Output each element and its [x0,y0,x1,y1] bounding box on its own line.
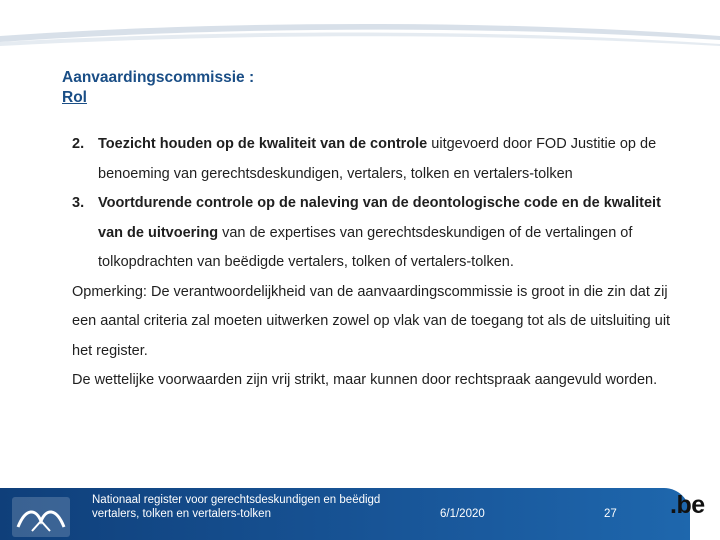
footer-organisation-text [92,493,412,521]
list-item [72,189,672,278]
list-item-number: 2. [72,136,85,152]
list-item [72,130,672,189]
page-title [62,68,254,108]
footer-date: 6/1/2020 [440,508,485,520]
title-line-2: Rol [62,89,87,106]
list-item-text: uitgevoerd door FOD Justitie op de benoeming van gerechtsdeskundigen, vertalers, tolken en vertalers-tolken [98,136,657,182]
legal-conditions-paragraph: De wettelijke voorwaarden zijn vrij strikt, maar kunnen door rechtspraak aangevuld worden. [72,372,658,388]
footer-text-line-1: Nationaal register voor gerechtsdeskundigen en beëdigd [92,494,381,506]
list-item-bold-text: Voortdurende controle op de naleving van de deontologische code en de kwaliteit van de uitvoering [98,195,661,241]
list-item-number: 3. [72,195,85,211]
slide-body [72,130,672,396]
list-item-text: van de expertises van gerechtsdeskundigen of de vertalingen of tolkopdrachten van beëdigde vertalers, tolken of vertalers-tolken. [98,224,633,270]
header-swoosh-decoration [0,0,720,52]
title-line-1: Aanvaardingscommissie : [62,69,255,86]
footer-text-line-2: vertalers, tolken en vertalers-tolken [92,508,271,520]
remark-paragraph: Opmerking: De verantwoordelijkheid van de aanvaardingscommissie is groot in die zin dat zij een aantal criteria zal moeten uitwerken zowel op vlak van de toegang tot als de uitsluiting uit het register. [72,283,671,359]
justice-logo-icon [12,497,70,537]
be-logo: .be [670,491,705,519]
page-number: 27 [604,508,617,520]
list-item-bold-text: Toezicht houden op de kwaliteit van de controle [98,136,428,152]
